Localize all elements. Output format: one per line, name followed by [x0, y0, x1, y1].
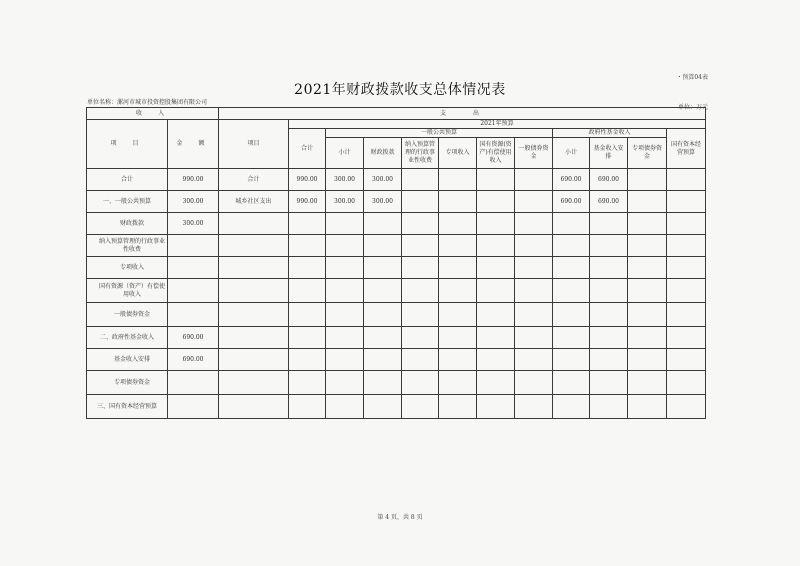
- cell-g-resource: [477, 327, 515, 349]
- cell-g-special: [439, 235, 477, 257]
- cell-g-special: [439, 169, 477, 191]
- cell-f-fund: [590, 235, 628, 257]
- row-item: 合计: [219, 169, 289, 191]
- cell-g-fee: [402, 349, 439, 371]
- sub-general-subtotal: 小计: [326, 138, 364, 169]
- cell-f-bond: [628, 279, 667, 303]
- row-total: [289, 213, 326, 235]
- cell-f-subtotal: [553, 303, 590, 327]
- group-general: 一般公共预算: [326, 129, 553, 138]
- cell-f-subtotal: [553, 257, 590, 279]
- col-item-income: 项 目: [87, 120, 168, 169]
- cell-g-fiscal: [364, 235, 402, 257]
- cell-g-special: [439, 213, 477, 235]
- table-row: [87, 257, 706, 279]
- cell-f-bond: [628, 213, 667, 235]
- row-amount: 990.00: [168, 169, 219, 191]
- row-label: 专项债券资金: [87, 371, 168, 395]
- cell-g-fiscal: [364, 327, 402, 349]
- cell-g-subtotal: [326, 371, 364, 395]
- row-total: [289, 257, 326, 279]
- cell-f-bond: [628, 235, 667, 257]
- row-item: [219, 213, 289, 235]
- unit-name: 单位名称：漯河市城市投资控股集团有限公司: [87, 99, 208, 106]
- sub-general-fiscal: 财政拨款: [364, 138, 402, 169]
- sub-general-bond: 一般债券资金: [515, 138, 553, 169]
- cell-f-bond: [628, 169, 667, 191]
- cell-g-bond: [515, 169, 553, 191]
- cell-state: [667, 349, 706, 371]
- cell-state: [667, 213, 706, 235]
- cell-state: [667, 303, 706, 327]
- cell-g-fee: [402, 303, 439, 327]
- col-state-capital: 国有资本经营预算: [667, 129, 706, 169]
- row-total: [289, 303, 326, 327]
- table-row: [87, 371, 706, 395]
- cell-g-bond: [515, 279, 553, 303]
- page-title: 2021年财政拨款收支总体情况表: [294, 82, 506, 98]
- row-item: [219, 327, 289, 349]
- cell-f-subtotal: [553, 395, 590, 419]
- cell-g-subtotal: 300.00: [326, 169, 364, 191]
- cell-g-resource: [477, 213, 515, 235]
- sub-general-special: 专项收入: [439, 138, 477, 169]
- cell-g-fee: [402, 235, 439, 257]
- cell-g-bond: [515, 213, 553, 235]
- cell-g-fee: [402, 213, 439, 235]
- row-label: 二、政府性基金收入: [87, 327, 168, 349]
- row-amount: 300.00: [168, 191, 219, 213]
- cell-g-fiscal: [364, 279, 402, 303]
- row-label: 一、一般公共预算: [87, 191, 168, 213]
- row-item: [219, 257, 289, 279]
- cell-g-bond: [515, 395, 553, 419]
- cell-g-bond: [515, 303, 553, 327]
- cell-g-resource: [477, 279, 515, 303]
- row-label: 三、国有资本经营预算: [87, 395, 168, 419]
- row-amount: 690.00: [168, 327, 219, 349]
- cell-f-fund: [590, 371, 628, 395]
- row-label: 一般债券资金: [87, 303, 168, 327]
- cell-g-resource: [477, 349, 515, 371]
- table-row: [87, 327, 706, 349]
- cell-g-special: [439, 349, 477, 371]
- cell-g-resource: [477, 169, 515, 191]
- cell-g-fiscal: [364, 303, 402, 327]
- cell-g-resource: [477, 395, 515, 419]
- row-amount: [168, 279, 219, 303]
- cell-f-bond: [628, 349, 667, 371]
- cell-g-subtotal: [326, 327, 364, 349]
- cell-g-fee: [402, 279, 439, 303]
- table-row: [87, 169, 706, 191]
- cell-g-fiscal: [364, 257, 402, 279]
- sub-general-fee: 纳入预算管理的行政事业性收费: [402, 138, 439, 169]
- table-row: [87, 191, 706, 213]
- cell-f-fund: 690.00: [590, 169, 628, 191]
- row-label: 纳入预算管理的行政事业性收费: [87, 235, 168, 257]
- cell-f-fund: [590, 303, 628, 327]
- table-row: [87, 235, 706, 257]
- cell-f-subtotal: [553, 235, 590, 257]
- row-item: [219, 395, 289, 419]
- cell-f-subtotal: 690.00: [553, 191, 590, 213]
- cell-state: [667, 327, 706, 349]
- row-total: [289, 371, 326, 395]
- col-item-expense: 项目: [219, 120, 289, 169]
- cell-g-subtotal: [326, 213, 364, 235]
- table-row: [87, 303, 706, 327]
- cell-g-fiscal: 300.00: [364, 191, 402, 213]
- cell-g-bond: [515, 235, 553, 257]
- cell-g-special: [439, 279, 477, 303]
- cell-g-fiscal: [364, 395, 402, 419]
- cell-g-bond: [515, 257, 553, 279]
- income-header: 收 入: [87, 108, 219, 120]
- row-amount: [168, 235, 219, 257]
- table-row: [87, 349, 706, 371]
- cell-g-special: [439, 327, 477, 349]
- row-amount: 690.00: [168, 349, 219, 371]
- cell-g-resource: [477, 371, 515, 395]
- cell-g-fee: [402, 327, 439, 349]
- cell-g-bond: [515, 349, 553, 371]
- cell-f-fund: 690.00: [590, 191, 628, 213]
- sub-fund-arrange: 基金收入安排: [590, 138, 628, 169]
- cell-f-bond: [628, 395, 667, 419]
- cell-f-subtotal: [553, 213, 590, 235]
- row-amount: [168, 395, 219, 419]
- sub-general-resource: 国有资源(资产)有偿使用收入: [477, 138, 515, 169]
- cell-state: [667, 169, 706, 191]
- budget-year: 2021年预算: [289, 120, 706, 129]
- row-amount: 300.00: [168, 213, 219, 235]
- cell-g-fee: [402, 371, 439, 395]
- cell-state: [667, 257, 706, 279]
- table-row: [87, 213, 706, 235]
- cell-g-fiscal: [364, 213, 402, 235]
- row-total: 990.00: [289, 191, 326, 213]
- budget-table: [86, 107, 706, 419]
- cell-state: [667, 191, 706, 213]
- cell-f-bond: [628, 303, 667, 327]
- row-item: [219, 279, 289, 303]
- cell-f-fund: [590, 213, 628, 235]
- cell-g-resource: [477, 303, 515, 327]
- cell-state: [667, 371, 706, 395]
- cell-g-fee: [402, 395, 439, 419]
- cell-g-subtotal: [326, 235, 364, 257]
- row-item: [219, 235, 289, 257]
- row-label: 专项收入: [87, 257, 168, 279]
- row-item: [219, 371, 289, 395]
- sub-fund-subtotal: 小计: [553, 138, 590, 169]
- cell-state: [667, 279, 706, 303]
- cell-f-subtotal: [553, 279, 590, 303]
- cell-f-subtotal: 690.00: [553, 169, 590, 191]
- cell-g-subtotal: [326, 279, 364, 303]
- cell-f-bond: [628, 257, 667, 279]
- row-item: [219, 349, 289, 371]
- row-total: [289, 235, 326, 257]
- form-code: ・预算04表: [676, 74, 708, 81]
- row-item: [219, 303, 289, 327]
- cell-g-bond: [515, 191, 553, 213]
- cell-f-bond: [628, 371, 667, 395]
- header-row-1: [87, 108, 706, 120]
- row-label: 基金收入安排: [87, 349, 168, 371]
- cell-g-subtotal: [326, 395, 364, 419]
- cell-g-fee: [402, 169, 439, 191]
- cell-g-fiscal: 300.00: [364, 169, 402, 191]
- sub-fund-bond: 专项债券资金: [628, 138, 667, 169]
- cell-g-resource: [477, 257, 515, 279]
- cell-g-bond: [515, 371, 553, 395]
- cell-f-fund: [590, 257, 628, 279]
- cell-g-subtotal: 300.00: [326, 191, 364, 213]
- cell-g-special: [439, 371, 477, 395]
- header-row-2: [87, 120, 706, 129]
- cell-g-fee: [402, 257, 439, 279]
- cell-f-fund: [590, 349, 628, 371]
- page-footer: 第 4 页，共 8 页: [377, 514, 423, 521]
- cell-g-resource: [477, 191, 515, 213]
- col-amount: 金 额: [168, 120, 219, 169]
- cell-f-subtotal: [553, 371, 590, 395]
- expense-header: 支 出: [219, 108, 706, 120]
- row-amount: [168, 303, 219, 327]
- cell-g-subtotal: [326, 257, 364, 279]
- group-fund: 政府性基金收入: [553, 129, 667, 138]
- cell-f-bond: [628, 327, 667, 349]
- table-row: [87, 395, 706, 419]
- cell-g-special: [439, 395, 477, 419]
- cell-f-fund: [590, 279, 628, 303]
- cell-g-fiscal: [364, 371, 402, 395]
- cell-g-fee: [402, 191, 439, 213]
- cell-g-subtotal: [326, 303, 364, 327]
- row-label: 合计: [87, 169, 168, 191]
- row-total: 990.00: [289, 169, 326, 191]
- row-amount: [168, 371, 219, 395]
- cell-f-subtotal: [553, 349, 590, 371]
- row-total: [289, 327, 326, 349]
- unit-money: 单位：万元: [677, 104, 708, 111]
- cell-g-resource: [477, 235, 515, 257]
- col-total: 合计: [289, 129, 326, 169]
- cell-g-subtotal: [326, 349, 364, 371]
- row-item: 城乡社区支出: [219, 191, 289, 213]
- row-total: [289, 279, 326, 303]
- cell-g-bond: [515, 327, 553, 349]
- cell-g-fiscal: [364, 349, 402, 371]
- cell-g-special: [439, 303, 477, 327]
- cell-f-subtotal: [553, 327, 590, 349]
- row-label: 财政拨款: [87, 213, 168, 235]
- row-total: [289, 395, 326, 419]
- table-row: [87, 279, 706, 303]
- cell-state: [667, 395, 706, 419]
- row-amount: [168, 257, 219, 279]
- cell-g-special: [439, 257, 477, 279]
- cell-state: [667, 235, 706, 257]
- cell-g-special: [439, 191, 477, 213]
- row-label: 国有资源（资产）有偿使用收入: [87, 279, 168, 303]
- cell-f-bond: [628, 191, 667, 213]
- cell-f-fund: [590, 327, 628, 349]
- cell-f-fund: [590, 395, 628, 419]
- row-total: [289, 349, 326, 371]
